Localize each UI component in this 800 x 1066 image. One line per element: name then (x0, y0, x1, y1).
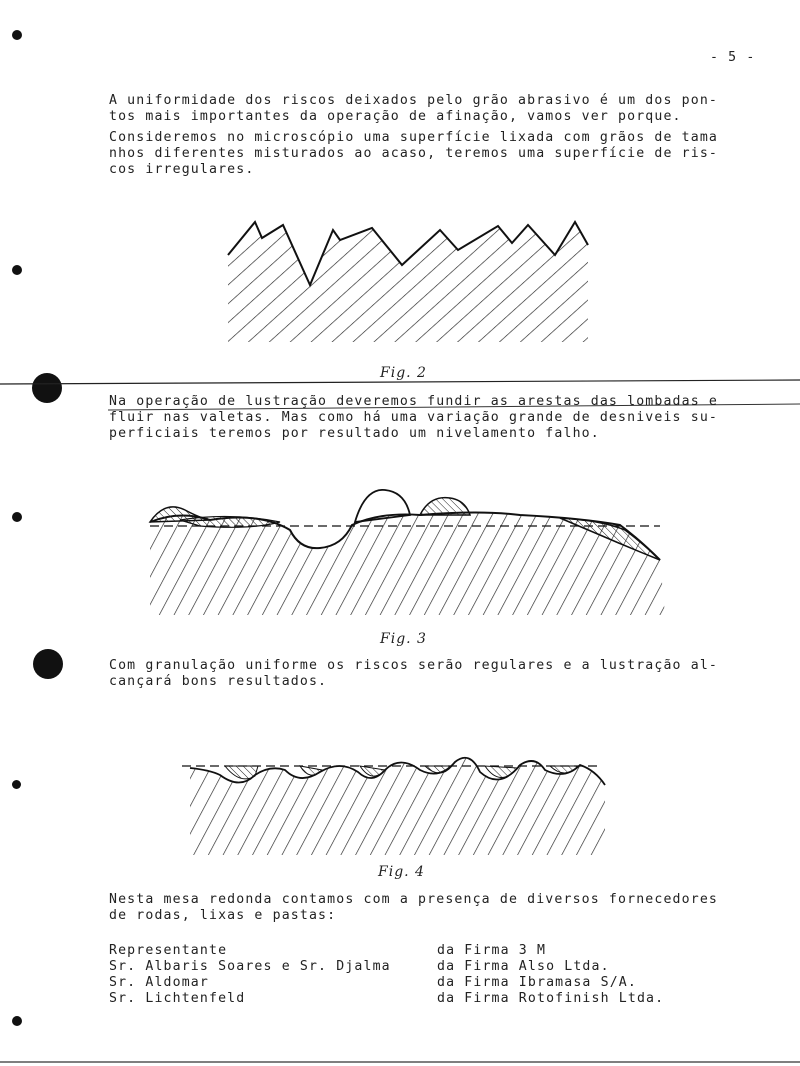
paragraph-line: Nesta mesa redonda contamos com a presença de diversos fornecedores (109, 892, 718, 907)
paragraph-line: perficiais teremos por resultado um nivelamento falho. (109, 426, 600, 441)
paragraph-line: Com granulação uniforme os riscos serão regulares e a lustração al- (109, 658, 718, 673)
paragraph-line: de rodas, lixas e pastas: (109, 908, 337, 923)
paragraph-line: cos irregulares. (109, 162, 255, 177)
figure-3-caption: Fig. 3 (380, 631, 427, 647)
paragraph-line: tos mais importantes da operação de afinação, vamos ver porque. (109, 109, 682, 124)
supplier-representative: Sr. Lichtenfeld (109, 991, 246, 1006)
page-number: - 5 - (710, 50, 756, 65)
supplier-firm: da Firma Ibramasa S/A. (437, 975, 637, 990)
paragraph-line: nhos diferentes misturados ao acaso, teremos uma superfície de ris- (109, 146, 718, 161)
figure-4-caption: Fig. 4 (378, 864, 425, 880)
paragraph-line: Na operação de lustração deveremos fundir as arestas das lombadas e (109, 394, 718, 409)
supplier-firm: da Firma Also Ltda. (437, 959, 610, 974)
paragraph-line: fluir nas valetas. Mas como há uma variação grande de desniveis su- (109, 410, 718, 425)
paragraph-line: cançará bons resultados. (109, 674, 328, 689)
supplier-representative: Sr. Aldomar (109, 975, 209, 990)
supplier-firm: da Firma 3 M (437, 943, 547, 958)
supplier-firm: da Firma Rotofinish Ltda. (437, 991, 665, 1006)
paragraph-line: Consideremos no microscópio uma superfície lixada com grãos de tama (109, 130, 718, 145)
paragraph-line: A uniformidade dos riscos deixados pelo grão abrasivo é um dos pon- (109, 93, 718, 108)
supplier-representative: Representante (109, 943, 228, 958)
figure-2-caption: Fig. 2 (380, 365, 427, 381)
supplier-representative: Sr. Albaris Soares e Sr. Djalma (109, 959, 391, 974)
